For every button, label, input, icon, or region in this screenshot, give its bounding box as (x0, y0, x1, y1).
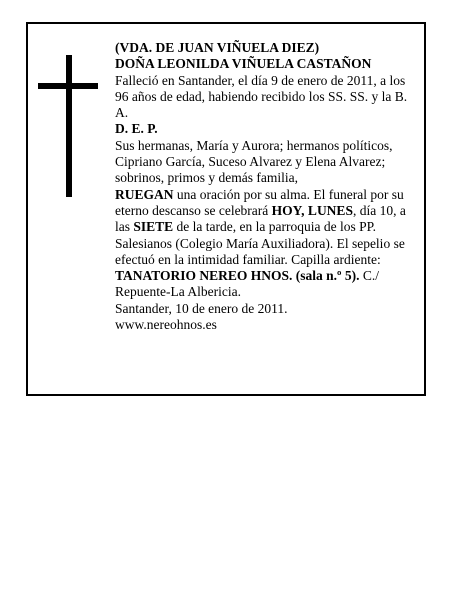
tanatorio-label: TANATORIO NEREO HNOS. (sala n.º 5). (115, 268, 360, 284)
family-list: Sus hermanas, María y Aurora; hermanos políticos, Cipriano García, Suceso Alvarez y Elena Alvarez; sobrinos, primos y demás familia, (115, 137, 393, 186)
hoy-lunes-label: HOY, LUNES (271, 202, 353, 218)
day-text: , día 10, a las (115, 202, 406, 235)
obituary-text (115, 40, 417, 333)
dep-line: D. E. P. (115, 121, 158, 137)
funeral-paragraph (115, 187, 417, 301)
deceased-name: DOÑA LEONILDA VIÑUELA CASTAÑON (115, 56, 372, 72)
place-date: Santander, 10 de enero de 2011. (115, 300, 288, 316)
death-details: Falleció en Santander, el día 9 de enero de 2011, a los 96 años de edad, habiendo recibido los SS. SS. y la B. A. (115, 72, 408, 121)
church-text: de la tarde, en la parroquia de los PP. Salesianos (Colegio María Auxiliadora). El sepelio se efectuó en la intimidad familiar. Capilla ardiente: (115, 219, 405, 267)
address-text: C./ Repuente-La Albericia. (115, 268, 380, 300)
cross-icon (66, 55, 72, 197)
website-link: www.nereohnos.es (115, 317, 217, 333)
ruegan-text: una oración por su alma. El funeral por su eterno descanso se celebrará (115, 186, 404, 218)
cross-icon-crossbar (38, 83, 98, 89)
widow-of-line: (VDA. DE JUAN VIÑUELA DIEZ) (115, 40, 320, 55)
obituary-notice (26, 22, 426, 396)
ruegan-label: RUEGAN (115, 186, 174, 202)
siete-label: SIETE (133, 219, 174, 235)
